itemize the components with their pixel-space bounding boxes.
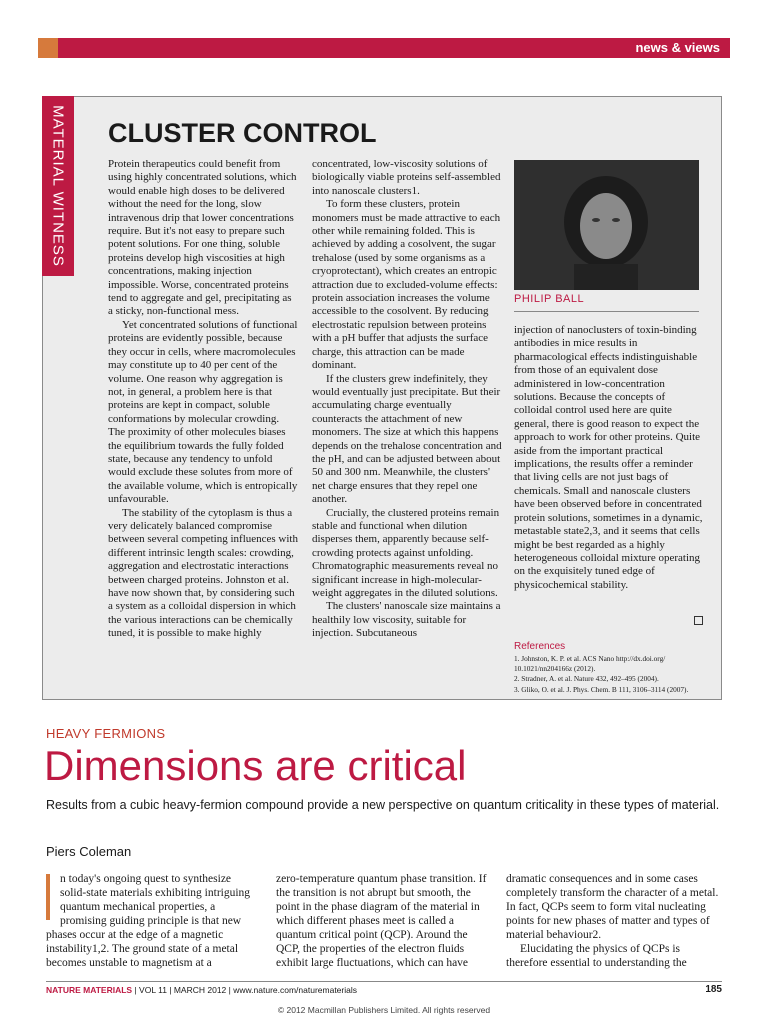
journal-name: NATURE MATERIALS xyxy=(46,985,133,995)
paragraph: If the clusters grew indefinitely, they would eventually just precipitate. But their accumulating charge eventually counteracts the attachment of new monomers. The size at which this happens depends on the trehalose concentration and the pH, and can be adjusted between about 50 and 300 nm. Meanwhile, the clusters' net charge ensures that they repel one another. xyxy=(312,372,502,506)
column-side-tab xyxy=(42,96,74,276)
column-title: CLUSTER CONTROL xyxy=(108,118,377,148)
reference-item: 10.1021/nn204166z (2012). xyxy=(514,664,596,674)
header-accent-block xyxy=(38,38,58,58)
reference-item: 3. Gliko, O. et al. J. Phys. Chem. B 111, 3106–3114 (2007). xyxy=(514,684,689,694)
caption-divider xyxy=(514,311,699,312)
paragraph: dramatic consequences and in some cases completely transform the character of a metal. In fact, QCPs seem to form vital nucleating points for new phases of matter and types of material behaviour2. xyxy=(506,873,719,941)
article-column-1 xyxy=(46,872,256,970)
footer-citation xyxy=(46,985,357,995)
issue-info: | VOL 11 | MARCH 2012 | www.nature.com/naturematerials xyxy=(132,985,357,995)
paragraph: zero-temperature quantum phase transition. If the transition is not abrupt but smooth, the point in the phase diagram of the material in which different phases meet is called a quantum critical point (QCP). Around the QCP, the properties of the electron fluids exhibit large fluctuations, which can have xyxy=(276,873,487,969)
paragraph: Yet concentrated solutions of functional proteins are evidently possible, because they occur in cells, where macromolecules may constitute up to 40 per cent of the volume. One reason why aggregation is not, in general, a problem here is that proteins are kept in compact, soluble conformations by molecular crowding. The proximity of other molecules biases the equilibrium towards the fully folded state, because any tendency to unfold would exclude these solutes from more of the available volume, which is entropically unfavourable. xyxy=(108,318,298,506)
paragraph: injection of nanoclusters of toxin-binding antibodies in mice results in pharmacological effects indistinguishable from those of an equivalent dose administered in low-concentration solutions. Because the concepts of colloidal control used here are quite general, there is good reason to expect the approach to work for other proteins. Quite aside from the important practical implications, the results offer a reminder that living cells are not just bags of chemicals. Small and nanoscale clusters have been observed before in concentrated protein solutions, sometimes in a dynamic, metastable state2,3, and it seems that cells might be best regarded as a highly heterogeneous colloidal mixture operating on the exquisitely tuned edge of physicochemical stability. xyxy=(514,324,703,591)
paragraph: Elucidating the physics of QCPs is therefore essential to understanding the xyxy=(506,943,687,969)
references-list xyxy=(514,654,702,695)
end-mark-icon xyxy=(694,616,703,625)
copyright-notice: © 2012 Macmillan Publishers Limited. All rights reserved xyxy=(277,1005,491,1015)
section-header-bar xyxy=(38,38,730,58)
article-author: Piers Coleman xyxy=(46,844,132,859)
paragraph: Protein therapeutics could benefit from using highly concentrated solutions, which would enable high doses to be delivered without the need for the long, slow intravenous drip that lower concentrations require. But it's not easy to prepare such potent solutions. For one thing, soluble proteins develop high viscosities at high concentrations, making injection impossible. Worse, concentrated proteins tend to aggregate and gel, precipitating as a sticky, non-functional mess. xyxy=(108,158,297,318)
article-column-2 xyxy=(276,872,492,970)
box-column-2 xyxy=(312,158,502,641)
page-number: 185 xyxy=(705,984,722,995)
paragraph: n today's ongoing quest to synthesize solid-state materials exhibiting intriguing quantum mechanical properties, a promising guiding principle is that new phases occur at the edge of a magnetic instability1,2. The ground state of a metal becomes unstable to magnetism at a xyxy=(46,873,251,969)
references-heading: References xyxy=(514,641,566,652)
article-standfirst: Results from a cubic heavy-fermion compound provide a new perspective on quantum criticality in these types of material. xyxy=(46,798,720,812)
paragraph: To form these clusters, protein monomers must be made attractive to each other while remaining folded. This is achieved by adding a cosolvent, the sugar trehalose (used by some organisms as a cryoprotectant), which creates an entropic attraction due to excluded-volume effects: protein association increases the volume accessible to the cosolvent. By reducing electrostatic repulsion between proteins with a pH buffer that adjusts the surface charge, this attraction can be made dominant. xyxy=(312,198,501,372)
photo-caption: PHILIP BALL xyxy=(514,293,585,305)
footer-divider xyxy=(46,981,722,982)
article-kicker: HEAVY FERMIONS xyxy=(46,726,166,741)
drop-cap-bar xyxy=(46,874,50,920)
box-column-1 xyxy=(108,158,298,641)
section-label: news & views xyxy=(635,40,720,55)
reference-item: 1. Johnston, K. P. et al. ACS Nano http://dx.doi.org/ xyxy=(514,654,666,663)
column-name: MATERIAL WITNESS xyxy=(49,105,67,267)
article-column-3 xyxy=(506,872,722,970)
paragraph: Crucially, the clustered proteins remain stable and functional when dilution disperses them, apparently because self-crowding protects against unfolding. Chromatographic measurements reveal no significant increase in high-molecular-weight aggregates in the diluted solutions. xyxy=(312,506,500,599)
paragraph: concentrated, low-viscosity solutions of biologically viable proteins self-assembled into nanoscale clusters1. xyxy=(312,158,501,197)
reference-item: 2. Stradner, A. et al. Nature 432, 492–495 (2004). xyxy=(514,674,659,684)
paragraph: The clusters' nanoscale size maintains a healthily low viscosity, suitable for injection. Subcutaneous xyxy=(312,600,501,640)
box-column-3 xyxy=(514,324,704,592)
paragraph: The stability of the cytoplasm is thus a very delicately balanced compromise between several competing influences with different intrinsic length scales: crowding, aggregation and electrostatic interactions between charged proteins. Johnston et al. have now shown that, by considering such a system as a colloidal dispersion in which the various interactions can be chemically tuned, it is possible to make highly xyxy=(108,506,298,640)
article-headline: Dimensions are critical xyxy=(44,742,467,789)
author-photo xyxy=(514,160,699,290)
